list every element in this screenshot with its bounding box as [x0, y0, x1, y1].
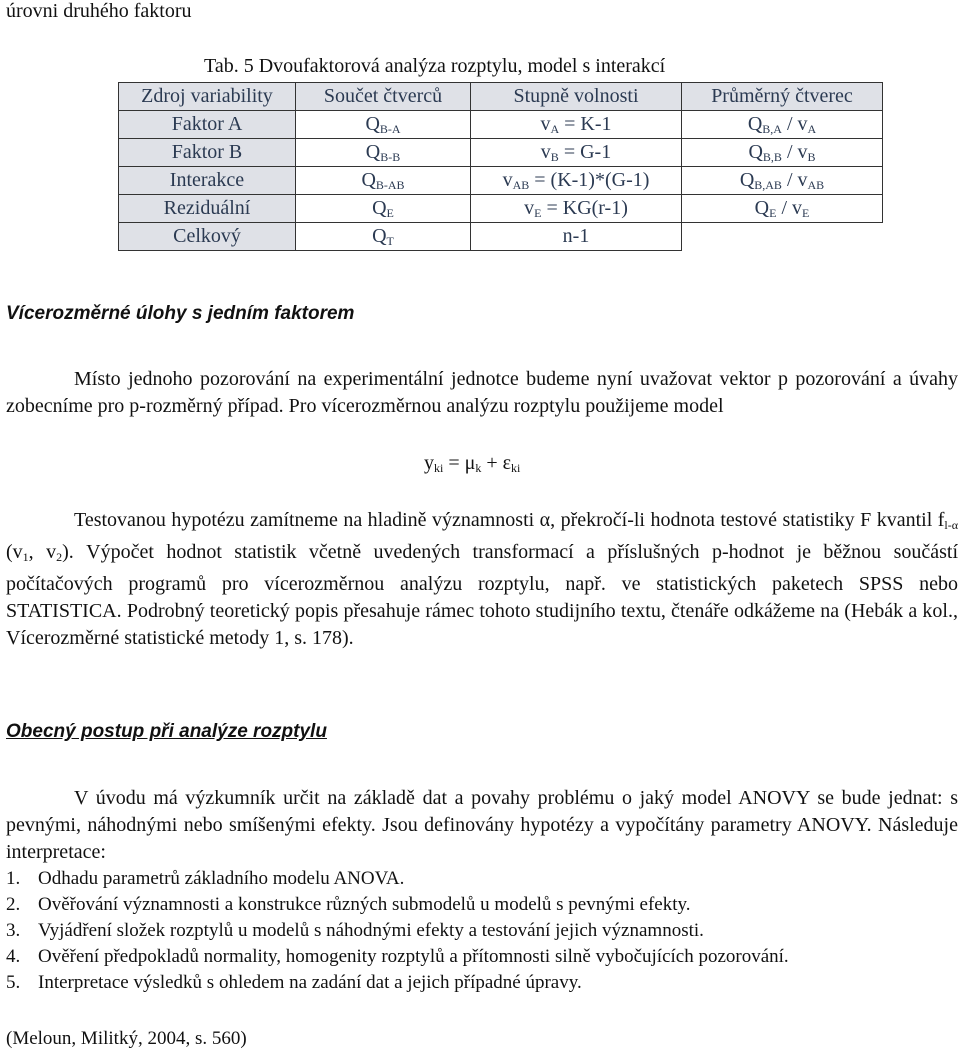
procedure-steps-list: [6, 866, 946, 996]
row-source: Faktor A: [119, 111, 296, 139]
table-row: [119, 195, 883, 223]
list-item: 3. Vyjádření složek rozptylů u modelů s náhodnými efekty a testování jejich významnosti.: [6, 920, 704, 941]
row-degrees-of-freedom: $v_B = G-1$: [471, 139, 682, 167]
row-sum-of-squares: $Q_T$: [296, 223, 471, 251]
row-source: Interakce: [119, 167, 296, 195]
header-source: Zdroj variability: [119, 83, 296, 111]
row-degrees-of-freedom: $v_{AB} = (K-1)*(G-1)$: [471, 167, 682, 195]
row-degrees-of-freedom: $v_E = KG(r-1)$: [471, 195, 682, 223]
table-header-row: [119, 83, 883, 111]
paragraph-model-intro: Místo jednoho pozorování na experimentální jednotce budeme nyní uvažovat vektor p pozorování a úvahy zobecníme pro p-rozměrný případ. Pro vícerozměrnou analýzu rozptylu použijeme model: [6, 368, 958, 417]
table-row: [119, 223, 883, 251]
list-item: 4. Ověření předpokladů normality, homogenity rozptylů a přítomnosti silně vybočujících pozorování.: [6, 946, 789, 967]
list-item: 1. Odhadu parametrů základního modelu ANOVA.: [6, 868, 405, 889]
row-mean-square-empty: [682, 223, 883, 251]
row-source: Celkový: [119, 223, 296, 251]
row-degrees-of-freedom: $v_A = K-1$: [471, 111, 682, 139]
row-sum-of-squares: $Q_{B-AB}$: [296, 167, 471, 195]
row-mean-square: $Q_E / v_E$: [682, 195, 883, 223]
table-caption: Tab. 5 Dvoufaktorová analýza rozptylu, model s interakcí: [204, 55, 666, 77]
header-sum-of-squares: Součet čtverců: [296, 83, 471, 111]
row-mean-square: $Q_{B,AB} / v_{AB}$: [682, 167, 883, 195]
header-degrees-of-freedom: Stupně volnosti: [471, 83, 682, 111]
row-sum-of-squares: $Q_E$: [296, 195, 471, 223]
row-mean-square: $Q_{B,A} / v_A$: [682, 111, 883, 139]
row-mean-square: $Q_{B,B} / v_B$: [682, 139, 883, 167]
row-degrees-of-freedom: n-1: [471, 223, 682, 251]
row-sum-of-squares: $Q_{B-A}$: [296, 111, 471, 139]
previous-page-text: úrovni druhého faktoru: [6, 0, 192, 22]
list-item: 5. Interpretace výsledků s ohledem na zadání dat a jejich případné úpravy.: [6, 972, 582, 993]
table-row: [119, 167, 883, 195]
row-source: Faktor B: [119, 139, 296, 167]
paragraph-hypothesis-test: Testovanou hypotézu zamítneme na hladině významnosti α, překročí-li hodnota testové statistiky F kvantil $f_{l-\alpha}$ ($v_1$, $v_2$). Výpočet hodnot statistik včetně uvedených transformací a příslušných p-hodnot je běžnou součástí počítačových programů pro vícerozměrnou analýzu rozptylu, např. ve statistických paketech SPSS nebo STATISTICA. Podrobný teoretický popis přesahuje rámec tohoto studijního textu, čtenáře odkážeme na (Hebák a kol., Vícerozměrné statistické metody 1, s. 178).: [6, 509, 959, 649]
anova-table: [118, 82, 883, 251]
section-heading-general-procedure: Obecný postup při analýze rozptylu: [6, 721, 327, 742]
table-row: [119, 139, 883, 167]
table-row: [119, 111, 883, 139]
header-mean-square: Průměrný čtverec: [682, 83, 883, 111]
model-formula: $y_{ki} = \mu_k + \varepsilon_{ki}$: [424, 452, 521, 475]
row-sum-of-squares: $Q_{B-B}$: [296, 139, 471, 167]
citation: (Meloun, Militký, 2004, s. 560): [6, 1028, 247, 1049]
row-source: Reziduální: [119, 195, 296, 223]
paragraph-general-procedure: V úvodu má výzkumník určit na základě dat a povahy problému o jaký model ANOVY se bude jednat: s pevnými, náhodnými nebo smíšenými efekty. Jsou definovány hypotézy a vypočítány parametry ANOVY. Následuje interpretace:: [6, 787, 958, 863]
section-heading-multivariate: Vícerozměrné úlohy s jedním faktorem: [6, 303, 355, 324]
list-item: 2. Ověřování významnosti a konstrukce různých submodelů u modelů s pevnými efekty.: [6, 894, 691, 915]
